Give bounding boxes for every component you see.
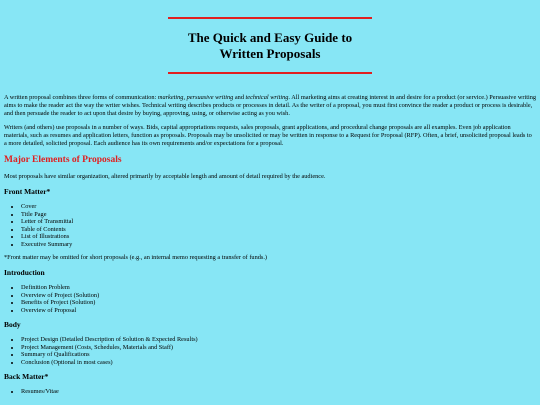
introduction-heading: Introduction [4,268,45,277]
list-item: • List of Illustrations [21,233,536,241]
list-item: • Project Management (Costs, Schedules, Materials and Staff) [21,344,536,352]
front-matter-list [4,203,536,248]
list-item: • Cover [21,203,536,211]
front-matter-heading: Front Matter* [4,187,51,196]
persuasive-writing-term: persuasive writing [186,94,234,101]
back-matter-list [4,388,536,396]
bottom-divider [168,72,372,74]
list-item: • Title Page [21,211,536,219]
marketing-term: marketing [157,94,184,101]
list-item: • Letter of Transmittal [21,218,536,226]
intro-paragraph-2: Writers (and others) use proposals in a number of ways. Bids, capital appropriations requests, sales proposals, grant applications, and procedural change proposals are all examples. Even job application materials, such as resumes and application letters, function as proposals. Proposals may be unsolicited or may be written in response to a Request for Proposal (RFP). Often, a brief, unsolicited proposal leads to a more detailed, solicited proposal. Each audience has its own requirements and/or expectations for a proposal. [4,124,532,147]
body-heading: Body [4,320,21,329]
major-elements-heading: Major Elements of Proposals [4,155,122,165]
body-list [4,336,536,366]
technical-writing-term: technical writing [245,94,289,101]
back-matter-heading: Back Matter* [4,372,49,381]
intro-paragraph-1: A written proposal combines three forms of communication: marketing, persuasive writing and technical writing. All marketing aims at creating interest in and desire for a product (or service.) Persuasive writing aims to make the reader act the way the writer wishes. Technical writing describes products or processes in detail. As the writer of a proposal, you must first convince the reader a product or process is desirable, and then persuade the reader to act upon that desire by buying, approving, using, or otherwise acting as you wish. [4,94,537,117]
list-item: • Overview of Project (Solution) [21,292,536,300]
list-item: • Definition Problem [21,284,536,292]
list-item: • Overview of Proposal [21,307,536,315]
list-item: • Table of Contents [21,226,536,234]
major-elements-text: Most proposals have similar organization, altered primarily by acceptable length and amount of detail required by the audience. [4,173,326,180]
list-item: • Project Design (Detailed Description of Solution & Expected Results) [21,336,536,344]
introduction-list [4,284,536,314]
title-line-1: The Quick and Easy Guide to [187,30,353,45]
list-item: • Benefits of Project (Solution) [21,299,536,307]
front-matter-note: *Front matter may be omitted for short proposals (e.g., an internal memo requesting a transfer of funds.) [4,254,267,261]
title-line-2: Written Proposals [219,46,321,61]
list-item: • Conclusion (Optional in most cases) [21,359,536,367]
page-title [4,30,536,62]
top-divider [168,17,372,19]
list-item: • Summary of Qualifications [21,351,536,359]
list-item: • Resumes/Vitae [21,388,536,396]
list-item: • Executive Summary [21,241,536,249]
